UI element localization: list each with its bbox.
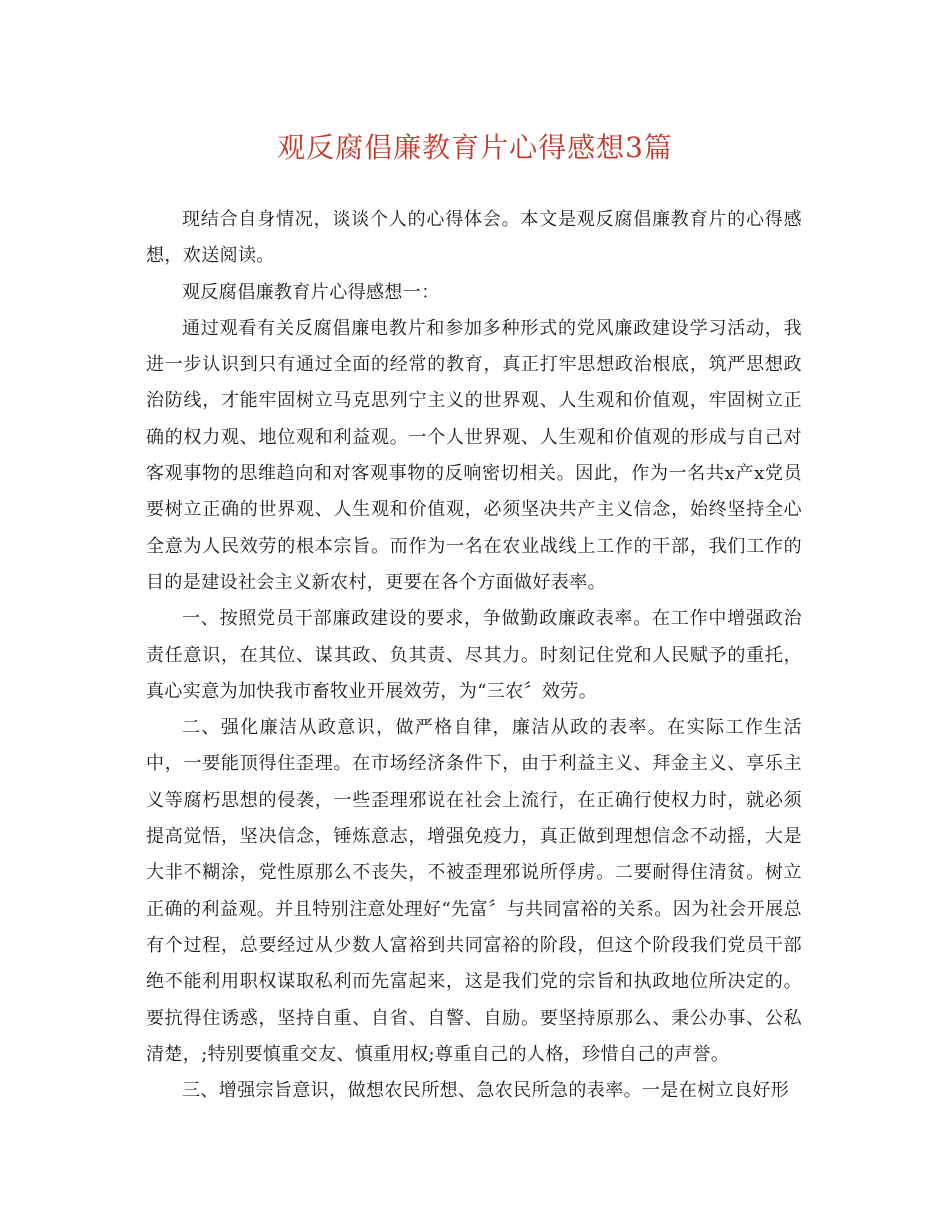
paragraph-point-3: 三、增强宗旨意识，做想农民所想、急农民所急的表率。一是在树立良好形 bbox=[182, 1080, 790, 1102]
paragraph-point-1: 一、按照党员干部廉政建设的要求，争做勤政廉政表率。在工作中增强政治责任意识，在其位、谋其政、负其责、尽其力。时刻记住党和人民赋予的重托，真心实意为加快我市畜牧业开展效劳，为“三农〞效劳。 bbox=[146, 608, 802, 702]
paragraph-intro: 现结合自身情况，谈谈个人的心得体会。本文是观反腐倡廉教育片的心得感想，欢送阅读。 bbox=[146, 209, 802, 267]
paragraph-section-heading: 观反腐倡廉教育片心得感想一： bbox=[182, 281, 440, 303]
paragraph-point-2: 二、强化廉洁从政意识，做严格自律，廉洁从政的表率。在实际工作生活中，一要能顶得住歪理。在市场经济条件下，由于利益主义、拜金主义、享乐主义等腐朽思想的侵袭，一些歪理邪说在社会上流行，在正确行使权力时，就必须提高觉悟，坚决信念，锤炼意志，增强免疫力，真正做到理想信念不动摇，大是大非不糊涂，党性原那么不丧失，不被歪理邪说所俘虏。二要耐得住清贫。树立正确的利益观。并且特别注意处理好“先富〞与共同富裕的关系。因为社会开展总有个过程，总要经过从少数人富裕到共同富裕的阶段，但这个阶段我们党员干部绝不能利用职权谋取私利而先富起来，这是我们党的宗旨和执政地位所决定的。要抗得住诱惑，坚持自重、自省、自警、自励。要坚持原那么、秉公办事、公私清楚，;特别要慎重交友、慎重用权;尊重自己的人格，珍惜自己的声誉。 bbox=[146, 717, 802, 1065]
document-title: 观反腐倡廉教育片心得感想3篇 bbox=[277, 131, 673, 164]
paragraph-body-1: 通过观看有关反腐倡廉电教片和参加多种形式的党风廉政建设学习活动，我进一步认识到只有通过全面的经常的教育，真正打牢思想政治根底，筑严思想政治防线，才能牢固树立马克思列宁主义的世界观、人生观和价值观，牢固树立正确的权力观、地位观和利益观。一个人世界观、人生观和价值观的形成与自己对客观事物的思维趋向和对客观事物的反响密切相关。因此，作为一名共x产x党员要树立正确的世界观、人生观和价值观，必须坚决共产主义信念，始终坚持全心全意为人民效劳的根本宗旨。而作为一名在农业战线上工作的干部，我们工作的目的是建设社会主义新农村，更要在各个方面做好表率。 bbox=[146, 317, 802, 593]
document-body bbox=[146, 202, 802, 1109]
